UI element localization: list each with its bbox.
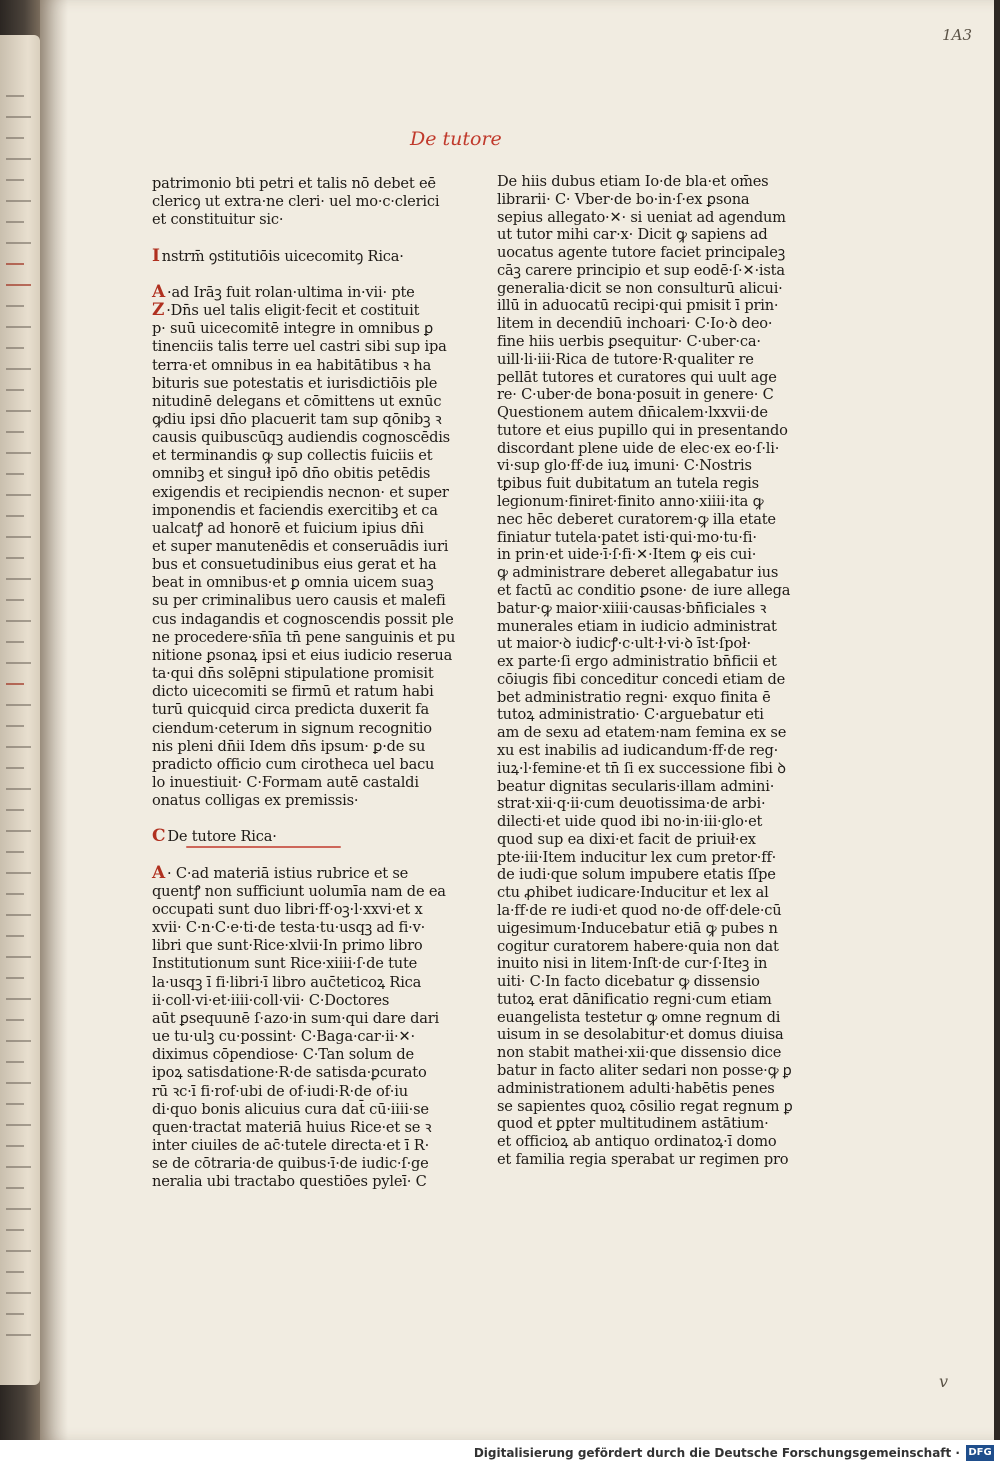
line-text: strat·xii·q·ii·cum deuotissima·de arbi· [497, 795, 766, 813]
line-text: se sapientes quoꝝ cōsilio regat regnum ꝑ [497, 1097, 793, 1115]
line-text: quen·tractat materiā huius Rice·et se ꝛ [152, 1118, 432, 1136]
text-line [152, 1136, 429, 1155]
line-text: non stabit mathei·xii·que dissensio dice [497, 1044, 782, 1062]
text-line [152, 483, 449, 502]
line-text: inuito nisi in litem·Inſt·de cur·ſ·Iteꝫ in [497, 955, 768, 973]
line-text: iuꝝ·l·femine·et tn̄ ſi ex successione fibi ꝺ [497, 759, 786, 777]
text-line [497, 1150, 788, 1169]
line-text: uigesimum·Inducebatur etiā ꝙ pubes n [497, 919, 778, 937]
text-line [152, 247, 404, 266]
line-text: patrimonio bti petri et talis nō debet eē [152, 175, 436, 192]
previous-page-text-trace [6, 137, 24, 139]
line-text: am de sexu ad etatem·nam femina ex se [497, 724, 787, 742]
text-line [152, 719, 432, 738]
line-text: tutore et eius pupillo qui in presentando [497, 421, 788, 439]
text-line [152, 682, 434, 701]
previous-page-text-trace [6, 809, 24, 811]
text-line [152, 628, 455, 647]
text-line [152, 1154, 429, 1173]
line-text: onatus colligas ex premissis· [152, 792, 359, 810]
previous-page-text-trace [6, 200, 31, 202]
previous-page-edge [0, 35, 40, 1385]
text-line [497, 474, 759, 493]
previous-page-text-trace [6, 1313, 24, 1315]
previous-page-text-trace [6, 893, 24, 895]
text-line [497, 403, 768, 422]
text-line [152, 555, 437, 574]
text-line [152, 936, 422, 955]
previous-page-text-trace [6, 158, 31, 160]
line-text: administrationem adulti·habētis penes [497, 1079, 775, 1097]
line-text: in prin·et uide·ī·ſ·fi·✕·Item ꝙ eis cui· [497, 546, 757, 564]
line-text: dicto uicecomiti se firmū et ratum habi [152, 683, 434, 701]
text-line [152, 519, 424, 538]
text-line [152, 864, 408, 883]
line-text: nitione ꝑsonaꝝ ipsi et eius iudicio reserua [152, 646, 453, 664]
line-text: legionum·finiret·finito anno·xiiii·ita ꝙ [497, 493, 764, 511]
text-line [497, 599, 766, 618]
previous-page-text-trace [6, 599, 24, 601]
line-text: beatur dignitas secularis·illam admini· [497, 777, 775, 795]
line-text: nstrm̄ ꝯstitutiōis uicecomitꝯ Rica· [161, 247, 404, 265]
text-line [152, 900, 422, 919]
text-line [152, 1063, 427, 1082]
text-line [497, 990, 772, 1009]
text-line [152, 174, 436, 193]
text-line [497, 901, 781, 920]
text-line [497, 670, 785, 689]
rubricated-initial: I [152, 245, 160, 266]
previous-page-text-trace [6, 221, 24, 223]
text-line [497, 296, 778, 315]
text-line [497, 972, 760, 991]
text-line [152, 428, 450, 447]
line-text: nec hēc deberet curatorem·ꝙ illa etate [497, 510, 776, 528]
text-line [497, 456, 752, 475]
text-line [152, 537, 448, 556]
previous-page-text-trace [6, 1334, 31, 1336]
line-text: la·usqꝫ ī fi·libri·ī libro auc̄teticoꝝ Rica [152, 973, 422, 991]
line-text: lo inuestiuit· C·Formam autē castaldi [152, 773, 419, 791]
text-line [152, 446, 432, 465]
line-text: xu est inabilis ad iudicandum·ff·de reg· [497, 741, 779, 759]
line-text: De hiis dubus etiam Io·de bla·et om̄es [497, 173, 769, 190]
text-line [497, 332, 761, 351]
line-text: rū ꝛc·ī fi·rof·ubi de of·iudi·R·de of·iu [152, 1082, 408, 1100]
text-line [152, 356, 431, 375]
line-text: ut maior·ꝺ iudicꝭ·c·ult·ł·vi·ꝺ īst·ſpoł· [497, 635, 751, 653]
line-text: discordant plene uide de elec·ex eo·ſ·li· [497, 439, 780, 457]
line-text: aūt ꝑsequunē ſ·azo·in sum·qui dare dari [152, 1009, 439, 1027]
text-line [152, 192, 439, 211]
line-text: neralia ubi tractabo questiōes pyleī· C [152, 1173, 427, 1191]
text-line [152, 827, 277, 846]
line-text: ue tu·ulꝫ cu·possint· C·Baga·car·ii·✕· [152, 1028, 415, 1046]
line-text: cus indagandis et cognoscendis possit ple [152, 610, 454, 628]
text-line [152, 737, 425, 756]
line-text: ciendum·ceterum in signum recognitio [152, 719, 432, 737]
previous-page-text-trace [6, 515, 24, 517]
line-text: et terminandis ꝙ sup collectis fuiciis et [152, 447, 433, 465]
line-text: nis pleni dn̄ii Idem dn̄s ipsum· ꝑ·de su [152, 737, 426, 755]
rubricated-initial: Z [152, 300, 165, 321]
line-text: · C·ad materiā istius rubrice et se [167, 864, 409, 882]
previous-page-text-trace [6, 746, 31, 748]
line-text: ex parte·ſi ergo administratio bn̄ficii et [497, 653, 777, 671]
previous-page-text-trace [6, 95, 24, 97]
line-text: uisum in se desolabitur·et domus diuisa [497, 1026, 784, 1044]
line-text: omnibꝫ et singuł ipō dn̄o obitis petēdis [152, 465, 431, 483]
line-text: clericꝯ ut extra·ne cleri· uel mo·c·clerici [152, 193, 440, 211]
text-line [152, 882, 446, 901]
text-line [152, 791, 358, 810]
quire-signature: v [938, 1372, 948, 1391]
previous-page-text-trace [6, 1166, 31, 1168]
text-line [152, 283, 415, 302]
previous-page-text-trace [6, 242, 31, 244]
line-text: vi·sup glo·ff·de iuꝝ imuni· C·Nostris [497, 457, 752, 475]
line-text: sepius allegato·✕· si ueniat ad agendum [497, 208, 786, 226]
previous-page-text-trace [6, 494, 31, 496]
line-text: su per criminalibus uero causis et malefi [152, 592, 446, 610]
text-line [497, 439, 779, 458]
rubricated-initial: A [152, 862, 165, 883]
text-line [152, 700, 429, 719]
text-line [497, 279, 783, 298]
text-line [152, 1082, 408, 1101]
text-line [497, 1061, 792, 1080]
line-text: bet administratio regni· exquo finita ē [497, 688, 771, 706]
previous-page-text-trace [6, 179, 24, 181]
text-line [497, 563, 778, 582]
text-line [497, 777, 774, 796]
text-line [497, 954, 767, 973]
line-text: la·ff·de re iudi·et quod no·de off·dele·cū [497, 901, 782, 919]
text-line [497, 652, 777, 671]
line-text: uiti· C·In facto dicebatur ꝙ dissensio [497, 973, 760, 991]
text-line [497, 421, 788, 440]
previous-page-text-trace [6, 662, 31, 664]
text-line [497, 812, 762, 831]
text-line [497, 314, 772, 333]
text-line [152, 1009, 439, 1028]
line-text: libri que sunt·Rice·xlvii·In primo libro [152, 937, 423, 955]
text-line [497, 1043, 781, 1062]
previous-page-text-trace [6, 116, 31, 118]
line-text: re· C·uber·de bona·posuit in genere· C [497, 386, 774, 404]
dfg-logo: DFG [966, 1445, 994, 1461]
previous-page-text-trace [6, 830, 31, 832]
previous-page-text-trace [6, 410, 31, 412]
previous-page-text-trace [6, 935, 24, 937]
line-text: litem in decendiū inchoari· C·Io·ꝺ deo· [497, 315, 773, 333]
text-line [152, 501, 438, 520]
text-line [497, 794, 765, 813]
previous-page-text-trace [6, 641, 24, 643]
text-line [497, 1097, 792, 1116]
line-text: ctu ꝓhibet iudicare·Inducitur et lex al [497, 884, 769, 902]
text-line [152, 392, 441, 411]
previous-page-text-trace [6, 725, 24, 727]
previous-page-text-trace [6, 998, 31, 1000]
text-line [497, 634, 751, 653]
line-text: uill·li·iii·Rica de tutore·R·qualiter re [497, 350, 754, 368]
previous-page-text-trace [6, 620, 31, 622]
rubricated-initial: A [152, 281, 165, 302]
line-text: et factū ac conditio ꝑsone· de iure allega [497, 581, 791, 599]
line-text: ii·coll·vi·et·iiii·coll·vii· C·Doctores [152, 991, 390, 1009]
text-line [152, 918, 425, 937]
line-text: et super manutenēdis et conseruādis iuri [152, 538, 449, 555]
text-line [497, 883, 769, 902]
previous-page-text-trace [6, 1250, 31, 1252]
previous-page-text-trace [6, 872, 31, 874]
previous-page-text-trace [6, 977, 24, 979]
text-line [497, 190, 749, 209]
line-text: batur·ꝙ maior·xiiii·causas·bn̄ficiales ꝛ [497, 599, 767, 617]
line-text: tutoꝝ erat dānificatio regni·cum etiam [497, 990, 772, 1008]
line-text: et officioꝝ ab antiquo ordinatoꝝ·ī domo [497, 1133, 777, 1151]
line-text: Questionem autem dn̄icalem·lxxvii·de [497, 404, 768, 422]
previous-page-text-trace [6, 851, 24, 853]
previous-page-text-trace [6, 536, 31, 538]
line-text: pradicto officio cum cirotheca uel bacu [152, 755, 435, 773]
line-text: di·quo bonis alicuius cura dat̄ cū·iiii·se [152, 1100, 429, 1118]
text-line [497, 225, 768, 244]
text-line [152, 591, 446, 610]
line-text: inter ciuiles de ac̄·tutele directa·et ī R· [152, 1136, 430, 1154]
previous-page-text-trace [6, 914, 31, 916]
text-line [152, 664, 434, 683]
line-text: fine hiis uerbis ꝑsequitur· C·uber·ca· [497, 333, 761, 351]
previous-page-text-trace [6, 1271, 24, 1273]
line-text: quod sup ea dixi·et facit de priuił·ex [497, 830, 756, 848]
previous-page-text-trace [6, 956, 31, 958]
line-text: occupati sunt duo libri·ff·oꝫ·l·xxvi·et x [152, 901, 423, 918]
text-line [497, 741, 778, 760]
text-line [497, 243, 785, 262]
text-line [497, 385, 774, 404]
text-line [497, 492, 763, 511]
previous-page-text-trace [6, 1124, 31, 1126]
text-line [497, 545, 756, 564]
text-line [152, 319, 433, 338]
line-text: ta·qui dn̄s solēpni stipulatione promisit [152, 665, 434, 683]
previous-page-text-trace [6, 1061, 24, 1063]
line-text: tutoꝝ administratio· C·arguebatur eti [497, 706, 764, 724]
line-text: finiatur tutela·patet isti·qui·mo·tu·fi· [497, 528, 757, 546]
line-text: cāꝫ carere principio et sup eodē·ſ·✕·ista [497, 261, 785, 279]
line-text: ne procedere·sn̄īa tn̄ pene sanguinis et pu [152, 628, 456, 646]
footer-bar [0, 1440, 1000, 1468]
line-text: ꝙdiu ipsi dn̄o placuerit tam sup qōnibꝫ ꝛ [152, 410, 442, 428]
line-text: quentꝭ non sufficiunt uolumīa nam de ea [152, 882, 446, 900]
previous-page-text-trace [6, 1229, 24, 1231]
text-line [497, 261, 785, 280]
line-text: ·ad Irāꝫ fuit rolan·ultima in·vii· pte [167, 283, 415, 301]
text-line [152, 973, 421, 992]
text-line [152, 374, 437, 393]
spine-shadow [40, 0, 68, 1440]
text-line [497, 848, 776, 867]
previous-page-text-trace [6, 452, 31, 454]
text-line [497, 705, 764, 724]
text-line [497, 759, 786, 778]
line-text: De tutore Rica· [167, 828, 277, 846]
text-line [497, 1132, 776, 1151]
line-text: xvii· C·n·C·e·ti·de testa·tu·usqꝫ ad fi·v· [152, 919, 426, 937]
line-text: illū in aduocatū recipi·qui pmisit ī prin· [497, 297, 779, 315]
line-text: quod et ꝑpter multitudinem astātium· [497, 1115, 769, 1133]
text-line [497, 865, 776, 884]
text-line [152, 337, 447, 356]
line-text: euangelista testetur ꝙ omne regnum di [497, 1008, 781, 1026]
previous-page-text-trace [6, 284, 31, 286]
text-line [497, 368, 777, 387]
previous-page-text-trace [6, 326, 31, 328]
line-text: tinenciis talis terre uel castri sibi sup ipa [152, 338, 447, 356]
previous-page-text-trace [6, 431, 24, 433]
line-text: ualcatꝭ ad honorē et fuicium ipius dn̄i [152, 519, 424, 537]
previous-page-text-trace [6, 389, 24, 391]
text-line [152, 301, 419, 320]
line-text: Institutionum sunt Rice·xiiii·ſ·de tute [152, 955, 418, 973]
text-line [152, 1118, 431, 1137]
previous-page-text-trace [6, 788, 31, 790]
text-line [497, 937, 779, 956]
previous-page-text-trace [6, 683, 24, 685]
line-text: turū quicquid circa predicta duxerit fa [152, 701, 429, 719]
previous-page-text-trace [6, 767, 24, 769]
previous-page-text-trace [6, 263, 24, 265]
previous-page-text-trace [6, 704, 31, 706]
previous-page-text-trace [6, 1145, 24, 1147]
text-line [497, 172, 768, 191]
previous-page-text-trace [6, 1040, 31, 1042]
line-text: batur in facto aliter sedari non posse·ꝙ ꝑ [497, 1062, 792, 1079]
text-line [497, 919, 778, 938]
line-text: cogitur curatorem habere·quia non dat [497, 937, 779, 955]
text-line [497, 208, 786, 227]
running-head: De tutore [410, 128, 502, 150]
rubricated-initial: C [152, 826, 166, 847]
line-text: exigendis et recipiendis necnon· et super [152, 483, 449, 501]
text-line [497, 688, 771, 707]
text-line [497, 830, 756, 849]
previous-page-text-trace [6, 1187, 24, 1189]
line-text: pte·iii·Item inducitur lex cum pretor·ff· [497, 848, 777, 866]
text-line [497, 528, 757, 547]
text-line [497, 510, 776, 529]
previous-page-text-trace [6, 1082, 31, 1084]
line-text: bus et consuetudinibus eius gerat et ha [152, 556, 437, 574]
previous-page-text-trace [6, 305, 24, 307]
text-line [152, 573, 434, 592]
text-line [497, 723, 786, 742]
text-line [497, 1114, 769, 1133]
page-right-edge [994, 0, 1000, 1440]
previous-page-text-trace [6, 1292, 31, 1294]
line-text: p· suū uicecomitē integre in omnibus ꝑ [152, 320, 434, 338]
previous-page-text-trace [6, 473, 24, 475]
line-text: de iudi·que solum impubere etatis ſſpe [497, 866, 776, 884]
footer-credit: Digitalisierung gefördert durch die Deutsche Forschungsgemeinschaft · [473, 1446, 960, 1460]
text-line [497, 350, 754, 369]
folio-number: 1A3 [942, 26, 972, 44]
previous-page-text-trace [6, 347, 24, 349]
line-text: beat in omnibus·et ꝑ omnia uicem suaꝫ [152, 574, 434, 592]
line-text: cōiugis fibi conceditur concedi etiam de [497, 670, 786, 688]
text-line [497, 1008, 780, 1027]
text-line [497, 1079, 775, 1098]
text-line [497, 581, 790, 600]
previous-page-text-trace [6, 1019, 24, 1021]
text-line [152, 755, 434, 774]
text-line [497, 1025, 784, 1044]
text-line [152, 1172, 427, 1191]
line-text: et constituitur sic· [152, 211, 284, 229]
line-text: imponendis et faciendis exercitibꝫ et ca [152, 501, 438, 519]
line-text: librarii· C· Vber·de bo·in·ſ·ex ꝑsona [497, 190, 750, 208]
line-text: pellāt tutores et curatores qui uult age [497, 368, 777, 386]
previous-page-text-trace [6, 1103, 24, 1105]
text-line [497, 617, 777, 636]
line-text: ꝙ administrare deberet allegabatur ius [497, 564, 779, 582]
text-line [152, 210, 283, 229]
text-line [152, 1027, 415, 1046]
line-text: et familia regia sperabat ur regimen pro [497, 1150, 789, 1168]
line-text: tꝑibus fuit dubitatum an tutela regis [497, 475, 759, 493]
text-line [152, 646, 452, 665]
line-text: ·Dn̄s uel talis eligit·fecit et costituit [166, 302, 420, 320]
line-text: terra·et omnibus in ea habitātibus ꝛ ha [152, 356, 432, 374]
line-text: se de cōtraria·de quibus·ī·de iudic·ſ·ge [152, 1155, 429, 1173]
line-text: generalia·dicit se non consulturū alicui· [497, 279, 783, 297]
line-text: diximus cōpendiose· C·Tan solum de [152, 1046, 414, 1064]
previous-page-text-trace [6, 557, 24, 559]
previous-page-text-trace [6, 1208, 31, 1210]
line-text: causis quibuscūqꝫ audiendis cognoscēdis [152, 429, 450, 447]
line-text: munerales etiam in iudicio administrat [497, 617, 777, 635]
text-line [152, 464, 430, 483]
text-line [152, 410, 442, 429]
line-text: ipoꝝ satisdatione·R·de satisda·ꝑcurato [152, 1064, 427, 1082]
line-text: ut tutor mihi car·x· Dicit ꝙ sapiens ad [497, 226, 768, 244]
line-text: nitudinē delegans et cōmittens ut exnūc [152, 392, 442, 410]
text-line [152, 610, 454, 629]
text-line [152, 991, 389, 1010]
text-line [152, 1100, 429, 1119]
text-line [152, 954, 417, 973]
line-text: uocatus agente tutore faciet principaleꝫ [497, 244, 785, 262]
line-text: dilecti·et uide quod ibi no·in·iii·glo·et [497, 813, 763, 831]
text-line [152, 773, 419, 792]
previous-page-text-trace [6, 368, 31, 370]
previous-page-text-trace [6, 578, 31, 580]
line-text: bituris sue potestatis et iurisdictiōis ple [152, 374, 438, 392]
text-line [152, 1045, 414, 1064]
